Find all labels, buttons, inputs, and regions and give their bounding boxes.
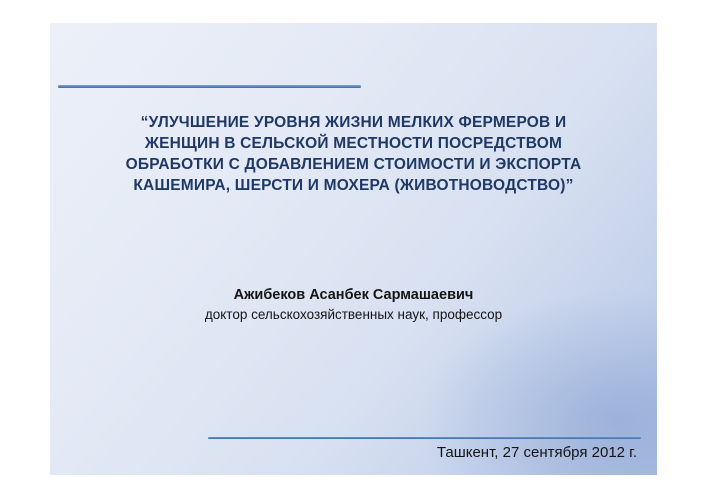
top-divider-line bbox=[58, 85, 361, 88]
slide-title-line: КАШЕМИРА, ШЕРСТИ И МОХЕРА (ЖИВОТНОВОДСТВО)” bbox=[133, 177, 574, 194]
presenter-name: Ажибеков Асанбек Сармашаевич bbox=[233, 287, 474, 303]
slide-title-line: “УЛУЧШЕНИЕ УРОВНЯ ЖИЗНИ МЕЛКИХ ФЕРМЕРОВ И bbox=[140, 114, 567, 131]
slide-canvas bbox=[50, 23, 657, 475]
slide-title-line: ОБРАБОТКИ С ДОБАВЛЕНИЕМ СТОИМОСТИ И ЭКСПОРТА bbox=[125, 156, 582, 173]
slide-title bbox=[83, 112, 624, 196]
footer-divider-line bbox=[208, 437, 641, 439]
footer-location-date: Ташкент, 27 сентября 2012 г. bbox=[436, 444, 637, 461]
presenter-credentials: доктор сельскохозяйственных наук, профессор bbox=[204, 307, 503, 322]
presenter-block bbox=[50, 285, 657, 324]
slide-title-line: ЖЕНЩИН В СЕЛЬСКОЙ МЕСТНОСТИ ПОСРЕДСТВОМ bbox=[144, 135, 563, 152]
